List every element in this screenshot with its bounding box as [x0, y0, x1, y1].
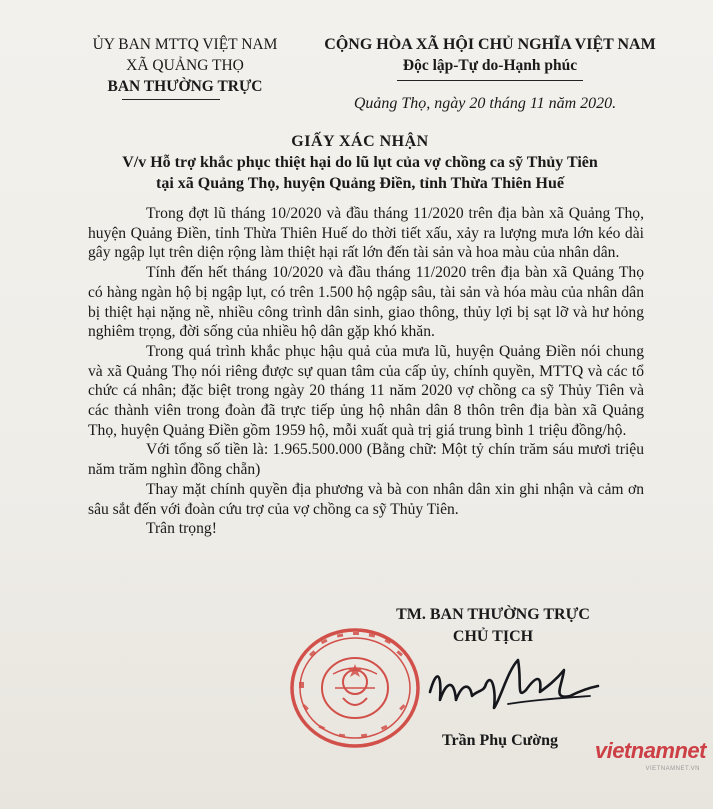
closing-line: Trân trọng!	[146, 520, 217, 538]
document-subject	[30, 152, 690, 194]
body-paragraph: Với tổng số tiền là: 1.965.500.000 (Bằng chữ: Một tỷ chín trăm sáu mươi triệu năm trăm nghìn đồng chẵn)	[88, 441, 644, 479]
issuer-org-line3: BAN THƯỜNG TRỰC	[107, 78, 263, 95]
signature-org-line: TM. BAN THƯỜNG TRỰC	[396, 606, 590, 623]
issuer-org-line1: ỦY BAN MTTQ VIỆT NAM	[92, 36, 278, 53]
body-paragraph: Trong quá trình khắc phục hậu quả của mưa lũ, huyện Quảng Điền nói chung và xã Quảng Thọ nói riêng được sự quan tâm của cấp ủy, chính quyền, MTTQ và các tổ chức cá nhân; đặc biệt trong ngày 20 tháng 11 năm 2020 vợ chồng ca sỹ Thủy Tiên và các thành viên trong đoàn đã trực tiếp ủng hộ nhân dân 8 thôn trên địa bàn xã Quảng Thọ, huyện Quảng Điền gồm 1959 hộ, mỗi xuất quà trị giá trung bình 1 triệu đồng/hộ.	[88, 342, 644, 439]
vietnamnet-watermark-url: VIETNAMNET.VN	[645, 766, 700, 772]
signature-block	[350, 604, 636, 648]
issuer-header	[60, 34, 310, 97]
issuer-underline	[122, 99, 220, 100]
body-paragraph: Tính đến hết tháng 10/2020 và đầu tháng 11/2020 trên địa bàn xã Quảng Thọ có hàng ngàn hộ bị ngập lụt, có trên 1.500 hộ ngập sâu, tài sản và hóa màu của nhân dân bị thiệt hại nặng nề, nhiều công trình dân sinh, giao thông, thủy lợi bị sạt lỡ và hư hỏng nghiêm trọng, đời sống của nhiều hộ dân gặp khó khăn.	[88, 264, 644, 341]
issuer-org-line2: XÃ QUẢNG THỌ	[126, 57, 244, 74]
national-header	[312, 34, 668, 76]
motto-underline	[397, 80, 583, 81]
body-paragraph: Thay mặt chính quyền địa phương và bà con nhân dân xin ghi nhận và cảm ơn sâu sắt đến với đoàn cứu trợ của vợ chồng ca sỹ Thủy Tiên.	[88, 480, 644, 518]
signer-name: Trần Phụ Cường	[442, 732, 558, 749]
body-paragraph: Trong đợt lũ tháng 10/2020 và đầu tháng 11/2020 trên địa bàn xã Quảng Thọ, huyện Quảng Điền, tỉnh Thừa Thiên Huế do thời tiết xấu, xảy ra lượng mưa lớn kéo dài gây ngập lụt trên diện rộng làm thiệt hại rất lớn đến tài sản và hoa màu của nhân dân.	[88, 205, 644, 262]
document-body	[88, 204, 644, 539]
subject-line-2: tại xã Quảng Thọ, huyện Quảng Điền, tỉnh Thừa Thiên Huế	[156, 175, 564, 192]
place-date: Quảng Thọ, ngày 20 tháng 11 năm 2020.	[353, 95, 617, 112]
national-name: CỘNG HÒA XÃ HỘI CHỦ NGHĨA VIỆT NAM	[324, 36, 656, 53]
vietnamnet-watermark: vietnamnet	[594, 738, 706, 763]
signature-position: CHỦ TỊCH	[452, 628, 534, 645]
document-title: GIẤY XÁC NHẬN	[291, 133, 429, 150]
subject-line-1: V/v Hỗ trợ khắc phục thiệt hại do lũ lụt của vợ chồng ca sỹ Thủy Tiên	[122, 154, 598, 171]
national-motto: Độc lập-Tự do-Hạnh phúc	[402, 57, 578, 74]
